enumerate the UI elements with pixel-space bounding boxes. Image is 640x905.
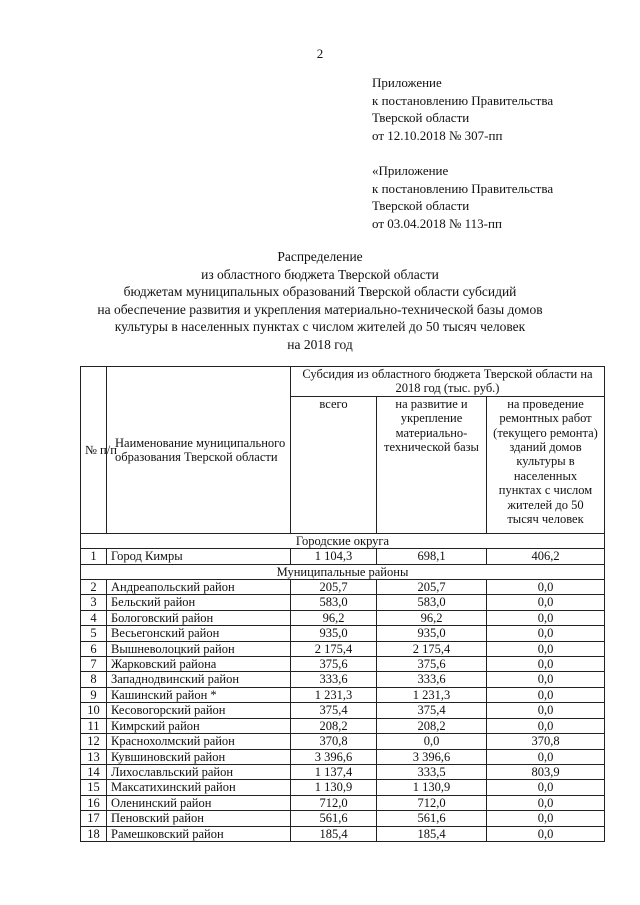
row-repair: 0,0 <box>487 610 605 625</box>
header-subsidy: Субсидия из областного бюджета Тверской области на 2018 год (тыс. руб.) <box>291 367 605 397</box>
row-development: 0,0 <box>377 734 487 749</box>
row-total: 1 231,3 <box>291 687 377 702</box>
row-development: 96,2 <box>377 610 487 625</box>
row-number: 1 <box>81 549 107 564</box>
header-repair: на проведение ремонтных работ (текущего ремонта) зданий домов культуры в населенных пунктах с числом жителей до 50 тысяч человек <box>487 396 605 533</box>
row-total: 333,6 <box>291 672 377 687</box>
row-name: Краснохолмский район <box>107 734 291 749</box>
row-development: 1 130,9 <box>377 780 487 795</box>
row-number: 3 <box>81 595 107 610</box>
table-row <box>81 826 605 841</box>
row-repair: 370,8 <box>487 734 605 749</box>
table-row <box>81 595 605 610</box>
row-total: 375,4 <box>291 703 377 718</box>
appendix-current-line: от 12.10.2018 № 307-пп <box>372 127 503 143</box>
row-number: 2 <box>81 580 107 595</box>
title-line: Распределение <box>277 249 363 264</box>
section-municipal-row <box>81 564 605 579</box>
row-number: 8 <box>81 672 107 687</box>
document-title <box>0 248 640 353</box>
row-name: Вышневолоцкий район <box>107 641 291 656</box>
row-total: 561,6 <box>291 811 377 826</box>
row-name: Кашинский район * <box>107 687 291 702</box>
row-number: 4 <box>81 610 107 625</box>
title-line: на 2018 год <box>287 336 353 352</box>
row-total: 208,2 <box>291 718 377 733</box>
row-total: 205,7 <box>291 580 377 595</box>
row-total: 1 104,3 <box>291 549 377 564</box>
row-total: 583,0 <box>291 595 377 610</box>
title-line: на обеспечение развития и укрепления материально-технической базы домов <box>97 301 543 317</box>
table-row <box>81 610 605 625</box>
row-development: 712,0 <box>377 795 487 810</box>
row-total: 1 137,4 <box>291 764 377 779</box>
row-total: 3 396,6 <box>291 749 377 764</box>
table-row <box>81 657 605 672</box>
table-row <box>81 687 605 702</box>
title-line: бюджетам муниципальных образований Тверской области субсидий <box>123 284 517 299</box>
row-repair: 0,0 <box>487 657 605 672</box>
row-repair: 0,0 <box>487 580 605 595</box>
title-line: из областного бюджета Тверской области <box>201 266 439 282</box>
row-number: 7 <box>81 657 107 672</box>
row-repair: 0,0 <box>487 672 605 687</box>
row-name: Город Кимры <box>107 549 291 564</box>
row-repair: 406,2 <box>487 549 605 564</box>
row-repair: 0,0 <box>487 826 605 841</box>
row-name: Жарковский района <box>107 657 291 672</box>
row-development: 561,6 <box>377 811 487 826</box>
table-row <box>81 811 605 826</box>
appendix-previous-line: от 03.04.2018 № 113-пп <box>372 215 502 231</box>
row-name: Андреапольский район <box>107 580 291 595</box>
table-row <box>81 549 605 564</box>
row-name: Лихославльский район <box>107 764 291 779</box>
row-total: 1 130,9 <box>291 780 377 795</box>
row-repair: 803,9 <box>487 764 605 779</box>
row-repair: 0,0 <box>487 749 605 764</box>
table-row <box>81 672 605 687</box>
appendix-previous-line: «Приложение <box>372 163 449 178</box>
row-development: 3 396,6 <box>377 749 487 764</box>
row-repair: 0,0 <box>487 795 605 810</box>
appendix-previous-line: Тверской области <box>372 198 470 213</box>
table-row <box>81 734 605 749</box>
row-name: Весьегонский район <box>107 626 291 641</box>
row-name: Бологовский район <box>107 610 291 625</box>
row-development: 1 231,3 <box>377 687 487 702</box>
header-total: всего <box>291 396 377 533</box>
row-number: 14 <box>81 764 107 779</box>
row-repair: 0,0 <box>487 595 605 610</box>
section-city-row <box>81 533 605 548</box>
table-row <box>81 718 605 733</box>
appendix-current-line: Приложение <box>372 75 442 90</box>
row-total: 712,0 <box>291 795 377 810</box>
appendix-previous-line: к постановлению Правительства <box>372 180 554 196</box>
row-repair: 0,0 <box>487 703 605 718</box>
row-name: Кесовогорский район <box>107 703 291 718</box>
row-number: 18 <box>81 826 107 841</box>
row-number: 16 <box>81 795 107 810</box>
table-row <box>81 764 605 779</box>
row-development: 375,4 <box>377 703 487 718</box>
row-repair: 0,0 <box>487 811 605 826</box>
row-development: 333,6 <box>377 672 487 687</box>
row-total: 935,0 <box>291 626 377 641</box>
row-development: 208,2 <box>377 718 487 733</box>
appendix-current-line: к постановлению Правительства <box>372 92 554 108</box>
appendix-current <box>372 74 553 144</box>
header-row <box>81 367 605 397</box>
row-repair: 0,0 <box>487 626 605 641</box>
header-num: № п/п <box>81 367 107 534</box>
subsidy-table <box>80 366 605 842</box>
row-development: 698,1 <box>377 549 487 564</box>
appendix-current-line: Тверской области <box>372 110 470 125</box>
row-number: 6 <box>81 641 107 656</box>
row-development: 935,0 <box>377 626 487 641</box>
row-name: Рамешковский район <box>107 826 291 841</box>
header-name: Наименование муниципального образования Тверской области <box>107 367 291 534</box>
row-development: 205,7 <box>377 580 487 595</box>
subsidy-table-body <box>81 367 605 842</box>
row-number: 12 <box>81 734 107 749</box>
table-row <box>81 749 605 764</box>
row-development: 583,0 <box>377 595 487 610</box>
row-number: 15 <box>81 780 107 795</box>
row-development: 375,6 <box>377 657 487 672</box>
row-total: 185,4 <box>291 826 377 841</box>
row-number: 11 <box>81 718 107 733</box>
row-total: 2 175,4 <box>291 641 377 656</box>
row-name: Пеновский район <box>107 811 291 826</box>
row-total: 370,8 <box>291 734 377 749</box>
table-row <box>81 780 605 795</box>
row-name: Кувшиновский район <box>107 749 291 764</box>
row-number: 17 <box>81 811 107 826</box>
row-name: Максатихинский район <box>107 780 291 795</box>
appendix-previous <box>372 162 553 232</box>
table-row <box>81 703 605 718</box>
table-row <box>81 795 605 810</box>
section-municipal: Муниципальные районы <box>81 564 605 579</box>
row-number: 9 <box>81 687 107 702</box>
section-city: Городские округа <box>81 533 605 548</box>
row-number: 13 <box>81 749 107 764</box>
row-development: 185,4 <box>377 826 487 841</box>
header-development: на развитие и укрепление материально-технической базы <box>377 396 487 533</box>
row-total: 96,2 <box>291 610 377 625</box>
row-total: 375,6 <box>291 657 377 672</box>
row-repair: 0,0 <box>487 687 605 702</box>
row-repair: 0,0 <box>487 780 605 795</box>
table-row <box>81 641 605 656</box>
row-development: 2 175,4 <box>377 641 487 656</box>
row-development: 333,5 <box>377 764 487 779</box>
page-number: 2 <box>316 46 324 61</box>
row-number: 10 <box>81 703 107 718</box>
row-name: Кимрский район <box>107 718 291 733</box>
row-name: Оленинский район <box>107 795 291 810</box>
title-line: культуры в населенных пунктах с числом жителей до 50 тысяч человек <box>114 319 526 334</box>
row-name: Западнодвинский район <box>107 672 291 687</box>
table-row <box>81 580 605 595</box>
row-name: Бельский район <box>107 595 291 610</box>
row-repair: 0,0 <box>487 718 605 733</box>
row-repair: 0,0 <box>487 641 605 656</box>
row-number: 5 <box>81 626 107 641</box>
table-row <box>81 626 605 641</box>
